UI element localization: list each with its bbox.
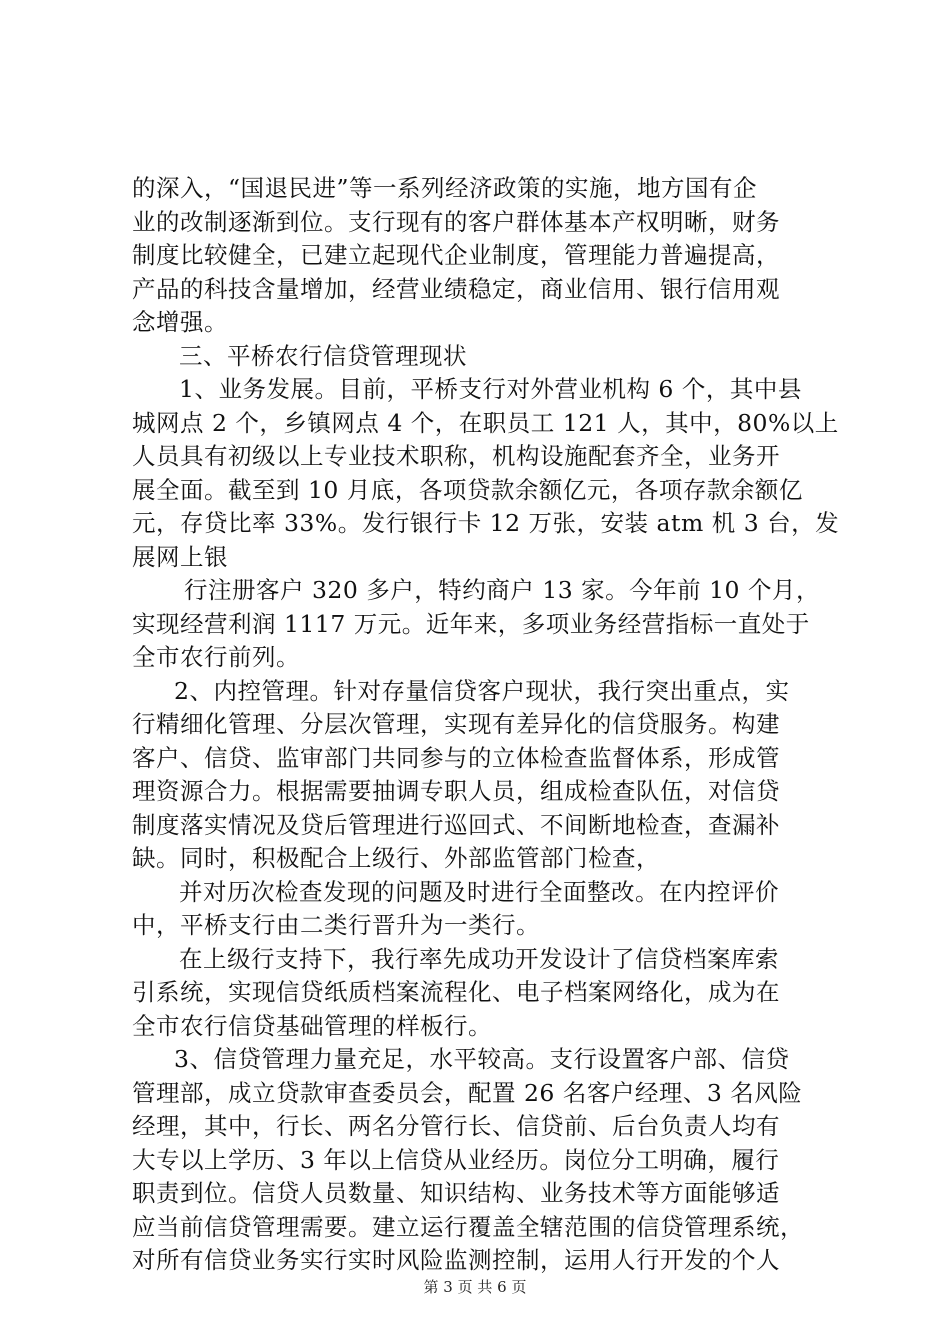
text-line: 行精细化管理、分层次管理，实现有差异化的信贷服务。构建 xyxy=(132,710,780,738)
text-line: 展网上银 xyxy=(132,542,228,571)
text-line: 并对历次检查发现的问题及时进行全面整改。在内控评价 xyxy=(179,877,779,906)
text-line: 3、信贷管理力量充足，水平较高。支行设置客户部、信贷 xyxy=(174,1045,790,1073)
text-line: 应当前信贷管理需要。建立运行覆盖全辖范围的信贷管理系统， xyxy=(132,1212,804,1241)
text-line: 行注册客户 320 多户，特约商户 13 家。今年前 10 个月， xyxy=(184,576,820,604)
text-line: 念增强。 xyxy=(132,308,228,336)
text-line: 制度比较健全，已建立起现代企业制度，管理能力普遍提高， xyxy=(132,241,780,269)
text-line: 制度落实情况及贷后管理进行巡回式、不间断地检查，查漏补 xyxy=(132,810,780,839)
text-line: 的深入，“国退民进”等一系列经济政策的实施，地方国有企 xyxy=(132,174,758,202)
text-line: 客户、信贷、监审部门共同参与的立体检查监督体系，形成管 xyxy=(132,743,780,772)
text-line: 1、业务发展。目前，平桥支行对外营业机构 6 个，其中县 xyxy=(179,375,802,403)
text-line: 2、内控管理。针对存量信贷客户现状，我行突出重点，实 xyxy=(174,676,790,705)
text-line: 业的改制逐渐到位。支行现有的客户群体基本产权明晰，财务 xyxy=(132,207,780,236)
text-line: 展全面。截至到 10 月底，各项贷款余额亿元，各项存款余额亿 xyxy=(132,475,803,504)
page-number-footer: 第 3 页 共 6 页 xyxy=(423,1278,527,1296)
text-line: 引系统，实现信贷纸质档案流程化、电子档案网络化，成为在 xyxy=(132,978,780,1006)
text-line: 经理，其中，行长、两名分管行长、信贷前、后台负责人均有 xyxy=(132,1112,780,1140)
text-line: 管理部，成立贷款审查委员会，配置 26 名客户经理、3 名风险 xyxy=(132,1078,803,1107)
text-line: 城网点 2 个，乡镇网点 4 个，在职员工 121 人，其中，80%以上 xyxy=(132,408,839,437)
text-line: 元，存贷比率 33%。发行银行卡 12 万张，安装 atm 机 3 台，发 xyxy=(132,509,840,537)
section-heading: 三、平桥农行信贷管理现状 xyxy=(179,341,467,370)
text-line: 中，平桥支行由二类行晋升为一类行。 xyxy=(132,911,540,939)
text-line: 大专以上学历、3 年以上信贷从业经历。岗位分工明确，履行 xyxy=(132,1145,780,1174)
text-line: 缺。同时，积极配合上级行、外部监管部门检查， xyxy=(132,844,660,872)
text-line: 对所有信贷业务实行实时风险监测控制，运用人行开发的个人 xyxy=(132,1246,780,1274)
text-line: 职责到位。信贷人员数量、知识结构、业务技术等方面能够适 xyxy=(132,1179,780,1207)
text-line: 全市农行前列。 xyxy=(132,643,300,671)
text-line: 人员具有初级以上专业技术职称，机构设施配套齐全，业务开 xyxy=(132,442,780,470)
text-line: 在上级行支持下，我行率先成功开发设计了信贷档案库索 xyxy=(179,944,779,973)
text-line: 产品的科技含量增加，经营业绩稳定，商业信用、银行信用观 xyxy=(132,274,780,303)
text-line: 理资源合力。根据需要抽调专职人员，组成检查队伍，对信贷 xyxy=(132,777,780,805)
text-line: 实现经营利润 1117 万元。近年来，多项业务经营指标一直处于 xyxy=(132,609,810,638)
text-line: 全市农行信贷基础管理的样板行。 xyxy=(132,1011,492,1040)
body-text xyxy=(132,172,840,1278)
